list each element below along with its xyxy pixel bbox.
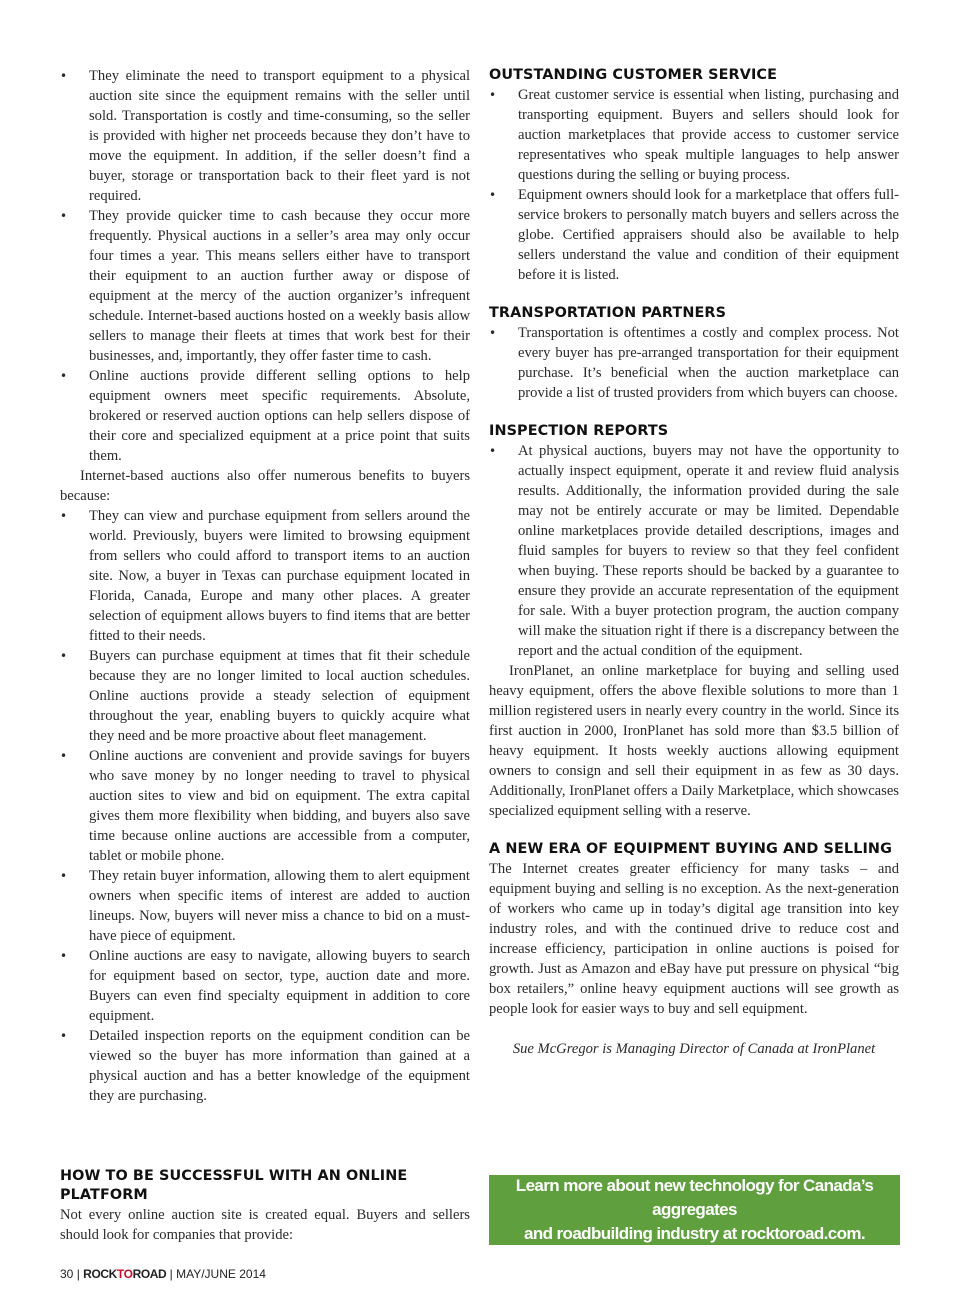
list-item: • Buyers can purchase equipment at times that fit their schedule because they are no longer limited to local auction schedules. Online auctions provide a steady selection of equipment throughout the year, enabling buyers to quickly acquire what they need and be more proactive about fleet management. <box>60 646 470 746</box>
promo-banner[interactable] <box>489 1175 900 1245</box>
list-item: • Online auctions are easy to navigate, allowing buyers to search for equipment based on sector, type, auction date and more. Buyers can even find specialty equipment in addition to core equipment. <box>60 946 470 1026</box>
magazine-logo <box>83 1267 166 1281</box>
transport-list <box>489 323 899 403</box>
service-list <box>489 85 899 285</box>
list-item: • Detailed inspection reports on the equipment condition can be viewed so the buyer has more information than gained at a physical auction and has a better knowledge of the equipment they are purchasing. <box>60 1026 470 1106</box>
page-number: 30 <box>60 1267 74 1281</box>
logo-part-to: TO <box>116 1267 133 1281</box>
ironplanet-paragraph: IronPlanet, an online marketplace for buying and selling used heavy equipment, offers the above flexible solutions to more than 1 million registered users in nearly every country in the world. Since its first auction in 2000, IronPlanet has sold more than $3.5 billion of heavy equipment. It hosts weekly auctions allowing equipment owners to consign and sell their equipment in as few as 30 days. Additionally, IronPlanet offers a Daily Marketplace, which showcases specialized equipment selling with a reserve. <box>489 663 899 819</box>
footer-separator: | <box>169 1267 173 1281</box>
list-item: • They can view and purchase equipment from sellers around the world. Previously, buyers were limited to browsing equipment from sellers who could afford to transport items to an auction site. Now, a buyer in Texas can purchase equipment located in Florida, Canada, Europe and many other places. A greater selection of equipment allows buyers to find items that are better fitted to their needs. <box>60 506 470 646</box>
list-item: • They provide quicker time to cash because they occur more frequently. Physical auctions in a seller’s area may only occur four times a year. This means sellers either have to transport their equipment to an auction further away or dispose of equipment at the mercy of the auction organizer’s infrequent schedule. Internet-based auctions hosted on a weekly basis allow sellers to manage their fleets at times that work best for their businesses, and, importantly, they offer faster time to cash. <box>60 206 470 366</box>
seller-benefits-list <box>60 66 470 466</box>
era-paragraph: The Internet creates greater efficiency for many tasks – and equipment buying and selling is no exception. As the next-generation of workers who came up in today’s digital age transition into key industry roles, and with the continued drive to reduce cost and increase efficiency, participation in online auctions is poised for growth. Just as Amazon and eBay have put pressure on physical “big box retailers,” online heavy equipment auctions will see growth as people look for easier ways to buy and sell equipment. <box>489 861 899 1017</box>
list-item: • Transportation is oftentimes a costly and complex process. Not every buyer has pre-arranged transportation for their equipment purchase. It’s beneficial when the auction marketplace can provide a list of trusted providers from which buyers can choose. <box>489 323 899 403</box>
list-item: • Equipment owners should look for a marketplace that offers full-service brokers to personally match buyers and sellers across the globe. Certified appraisers should also be available to help sellers understand the value and condition of their equipment before it is listed. <box>489 185 899 285</box>
list-item: • They retain buyer information, allowing them to alert equipment owners when specific items of interest are added to auction lineups. Now, buyers will never miss a chance to bid on a must-have piece of equipment. <box>60 866 470 946</box>
promo-line-1: Learn more about new technology for Canada’s aggregates <box>515 1176 874 1219</box>
logo-part-rock: ROCK <box>83 1267 117 1281</box>
footer-separator: | <box>76 1267 80 1281</box>
list-item: • At physical auctions, buyers may not have the opportunity to actually inspect equipment, operate it and review fluid analysis results. Additionally, the information provided during the sale may not be entirely accurate or may be limited. Dependable online marketplaces provide detailed descriptions, images and fluid samples for buyers to review so that they feel confident when buying. These reports should be backed by a guarantee to ensure they provide an accurate representation of the equipment for sale. With a buyer protection program, the auction company will make the situation right if there is a discrepancy between the report and the actual condition of the equipment. <box>489 441 899 661</box>
section-heading-inspection: INSPECTION REPORTS <box>489 423 669 439</box>
inspection-list <box>489 441 899 661</box>
list-item: • They eliminate the need to transport equipment to a physical auction site since the equipment remains with the seller until sold. Transportation is costly and time-consuming, so the seller is provided with higher net proceeds because they don’t have to move the equipment. In addition, if the seller doesn’t find a buyer, storage or transportation back to their fleet yard is not required. <box>60 66 470 206</box>
section-heading-service: OUTSTANDING CUSTOMER SERVICE <box>489 67 778 83</box>
section-heading-transport: TRANSPORTATION PARTNERS <box>489 305 727 321</box>
left-column <box>60 66 470 1106</box>
list-item: • Online auctions provide different selling options to help equipment owners meet specific requirements. Absolute, brokered or reserved auction options can help sellers dispose of their core and specialized equipment at a price point that suits them. <box>60 366 470 466</box>
right-column <box>489 66 899 1059</box>
list-item: • Online auctions are convenient and provide savings for buyers who save money by no longer needing to travel to physical auction sites to view and bid on equipment. The extra capital gives them more flexibility when bidding, and buyers also save time because online auctions are accessible from a computer, tablet or mobile phone. <box>60 746 470 866</box>
author-byline: Sue McGregor is Managing Director of Canada at IronPlanet <box>512 1041 876 1057</box>
buyers-intro-paragraph: Internet-based auctions also offer numerous benefits to buyers because: <box>60 468 470 504</box>
logo-part-road: ROAD <box>132 1267 167 1281</box>
issue-date: MAY/JUNE 2014 <box>176 1267 266 1281</box>
section-heading-success: HOW TO BE SUCCESSFUL WITH AN ONLINE PLATFORM <box>60 1168 408 1203</box>
page-footer <box>60 1267 266 1281</box>
buyer-benefits-list <box>60 506 470 1106</box>
promo-line-2: and roadbuilding industry at rocktoroad.com. <box>523 1224 866 1243</box>
success-section <box>60 1167 470 1245</box>
section-heading-era: A NEW ERA OF EQUIPMENT BUYING AND SELLING <box>489 841 892 857</box>
list-item: • Great customer service is essential when listing, purchasing and transporting equipment. Buyers and sellers should look for auction marketplaces that provide access to customer service representatives who speak multiple languages to help answer questions during the selling or buying process. <box>489 85 899 185</box>
success-paragraph: Not every online auction site is created equal. Buyers and sellers should look for companies that provide: <box>60 1207 470 1243</box>
